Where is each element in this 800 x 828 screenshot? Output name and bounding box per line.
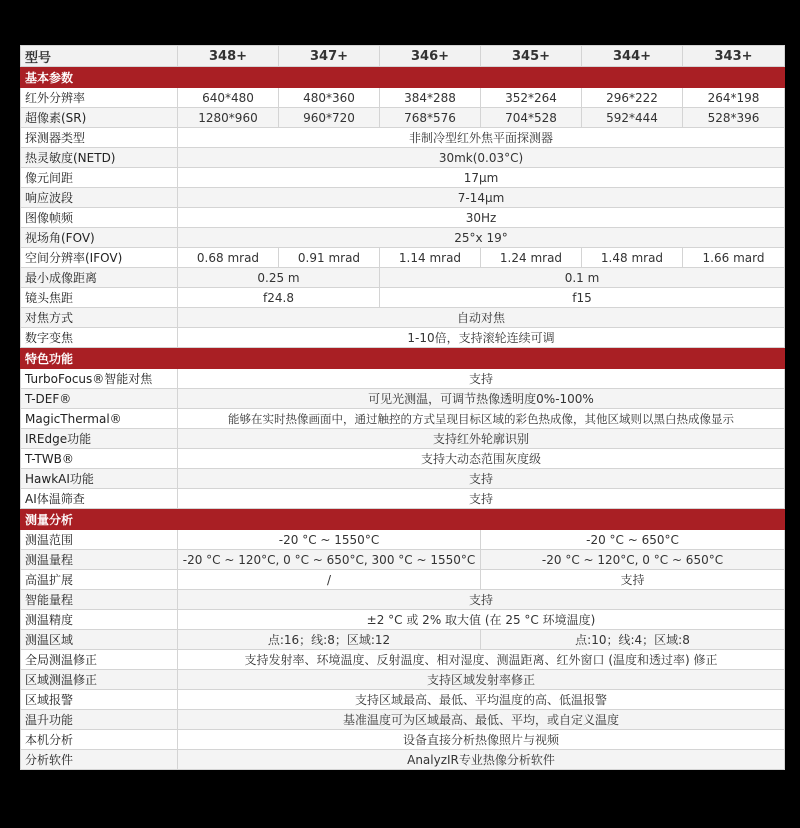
row-label: 测温量程 — [21, 550, 178, 570]
row-label: 测温区域 — [21, 630, 178, 650]
cell-value: 0.68 mrad — [178, 248, 279, 268]
section-measurement-title: 测量分析 — [21, 509, 785, 530]
row-turbofocus — [21, 369, 785, 389]
section-basic-title: 基本参数 — [21, 67, 785, 88]
cell-value: 1.48 mrad — [582, 248, 683, 268]
cell-value: 25°x 19° — [178, 228, 785, 248]
row-super-resolution — [21, 108, 785, 128]
cell-value: 支持 — [178, 369, 785, 389]
row-focus-mode — [21, 308, 785, 328]
cell-value: 0.25 m — [178, 268, 380, 288]
model-346plus: 346+ — [380, 46, 481, 67]
cell-value: 30Hz — [178, 208, 785, 228]
cell-value: 支持发射率、环境温度、反射温度、相对湿度、测温距离、红外窗口 (温度和透过率) 修正 — [178, 650, 785, 670]
row-label: 图像帧频 — [21, 208, 178, 228]
section-basic — [21, 67, 785, 88]
row-hawkai — [21, 469, 785, 489]
cell-value: 非制冷型红外焦平面探测器 — [178, 128, 785, 148]
cell-value: 0.91 mrad — [279, 248, 380, 268]
cell-value: 528*396 — [683, 108, 785, 128]
row-spectral — [21, 188, 785, 208]
model-345plus: 345+ — [481, 46, 582, 67]
cell-value: -20 °C ~ 1550°C — [178, 530, 481, 550]
row-label: IREdge功能 — [21, 429, 178, 449]
row-label: TurboFocus®智能对焦 — [21, 369, 178, 389]
row-fov — [21, 228, 785, 248]
row-regions — [21, 630, 785, 650]
cell-value: 1.24 mrad — [481, 248, 582, 268]
row-label: 区域测温修正 — [21, 670, 178, 690]
cell-value: 704*528 — [481, 108, 582, 128]
cell-value: 960*720 — [279, 108, 380, 128]
row-label: AI体温筛查 — [21, 489, 178, 509]
row-software — [21, 750, 785, 770]
cell-value: 296*222 — [582, 88, 683, 108]
row-label: 视场角(FOV) — [21, 228, 178, 248]
cell-value: 1.14 mrad — [380, 248, 481, 268]
cell-value: 1280*960 — [178, 108, 279, 128]
row-pixel-pitch — [21, 168, 785, 188]
row-label: 智能量程 — [21, 590, 178, 610]
cell-value: 点:16；线:8；区域:12 — [178, 630, 481, 650]
cell-value: 支持 — [178, 469, 785, 489]
row-label: 温升功能 — [21, 710, 178, 730]
row-label: T-DEF® — [21, 389, 178, 409]
row-netd — [21, 148, 785, 168]
row-global-correction — [21, 650, 785, 670]
row-label: 像元间距 — [21, 168, 178, 188]
cell-value: 点:10；线:4；区域:8 — [481, 630, 785, 650]
row-gears — [21, 550, 785, 570]
row-tdef — [21, 389, 785, 409]
row-smart-range — [21, 590, 785, 610]
cell-value: 7-14μm — [178, 188, 785, 208]
section-features — [21, 348, 785, 369]
cell-value: 640*480 — [178, 88, 279, 108]
row-onboard-analysis — [21, 730, 785, 750]
row-magicthermal — [21, 409, 785, 429]
model-header-label: 型号 — [21, 46, 178, 67]
row-label: 分析软件 — [21, 750, 178, 770]
row-temp-rise — [21, 710, 785, 730]
cell-value: 支持区域最高、最低、平均温度的高、低温报警 — [178, 690, 785, 710]
cell-value: -20 °C ~ 120°C, 0 °C ~ 650°C, 300 °C ~ 1550°C — [178, 550, 481, 570]
row-label: 热灵敏度(NETD) — [21, 148, 178, 168]
model-344plus: 344+ — [582, 46, 683, 67]
row-digital-zoom — [21, 328, 785, 348]
row-high-temp-ext — [21, 570, 785, 590]
row-ttwb — [21, 449, 785, 469]
cell-value: 1-10倍，支持滚轮连续可调 — [178, 328, 785, 348]
row-ai-screening — [21, 489, 785, 509]
cell-value: 设备直接分析热像照片与视频 — [178, 730, 785, 750]
cell-value: 支持 — [178, 489, 785, 509]
row-label: 测温范围 — [21, 530, 178, 550]
row-label: 对焦方式 — [21, 308, 178, 328]
model-347plus: 347+ — [279, 46, 380, 67]
cell-value: ±2 °C 或 2% 取大值 (在 25 °C 环境温度) — [178, 610, 785, 630]
row-label: 本机分析 — [21, 730, 178, 750]
cell-value: 能够在实时热像画面中，通过触控的方式呈现目标区域的彩色热成像，其他区域则以黑白热成像显示 — [178, 409, 785, 429]
cell-value: 0.1 m — [380, 268, 785, 288]
row-region-correction — [21, 670, 785, 690]
cell-value: 支持 — [178, 590, 785, 610]
cell-value: 264*198 — [683, 88, 785, 108]
row-label: 空间分辨率(IFOV) — [21, 248, 178, 268]
row-label: 最小成像距离 — [21, 268, 178, 288]
cell-value: f24.8 — [178, 288, 380, 308]
cell-value: 自动对焦 — [178, 308, 785, 328]
header-row — [21, 46, 785, 67]
cell-value: 基准温度可为区域最高、最低、平均，或自定义温度 — [178, 710, 785, 730]
cell-value: 支持大动态范围灰度级 — [178, 449, 785, 469]
section-features-title: 特色功能 — [21, 348, 785, 369]
cell-value: f15 — [380, 288, 785, 308]
cell-value: 592*444 — [582, 108, 683, 128]
row-ir-resolution — [21, 88, 785, 108]
row-label: 数字变焦 — [21, 328, 178, 348]
spec-table — [20, 45, 785, 770]
row-label: 测温精度 — [21, 610, 178, 630]
row-label: 全局测温修正 — [21, 650, 178, 670]
cell-value: AnalyzIR专业热像分析软件 — [178, 750, 785, 770]
row-label: 探测器类型 — [21, 128, 178, 148]
model-343plus: 343+ — [683, 46, 785, 67]
row-range — [21, 530, 785, 550]
cell-value: 768*576 — [380, 108, 481, 128]
cell-value: -20 °C ~ 650°C — [481, 530, 785, 550]
row-label: 镜头焦距 — [21, 288, 178, 308]
row-label: 红外分辨率 — [21, 88, 178, 108]
section-measurement — [21, 509, 785, 530]
row-label: 超像素(SR) — [21, 108, 178, 128]
row-region-alarm — [21, 690, 785, 710]
row-detector — [21, 128, 785, 148]
cell-value: 352*264 — [481, 88, 582, 108]
cell-value: 支持 — [481, 570, 785, 590]
row-label: 高温扩展 — [21, 570, 178, 590]
row-ifov — [21, 248, 785, 268]
cell-value: 支持区域发射率修正 — [178, 670, 785, 690]
row-focal-length — [21, 288, 785, 308]
row-label: 区域报警 — [21, 690, 178, 710]
cell-value: / — [178, 570, 481, 590]
cell-value: 支持红外轮廓识别 — [178, 429, 785, 449]
cell-value: 384*288 — [380, 88, 481, 108]
row-min-focus — [21, 268, 785, 288]
row-iredge — [21, 429, 785, 449]
row-accuracy — [21, 610, 785, 630]
model-348plus: 348+ — [178, 46, 279, 67]
cell-value: 30mk(0.03°C) — [178, 148, 785, 168]
row-label: T-TWB® — [21, 449, 178, 469]
cell-value: 可见光测温，可调节热像透明度0%-100% — [178, 389, 785, 409]
row-label: 响应波段 — [21, 188, 178, 208]
cell-value: 1.66 mard — [683, 248, 785, 268]
cell-value: 480*360 — [279, 88, 380, 108]
row-label: MagicThermal® — [21, 409, 178, 429]
row-label: HawkAI功能 — [21, 469, 178, 489]
cell-value: 17μm — [178, 168, 785, 188]
cell-value: -20 °C ~ 120°C, 0 °C ~ 650°C — [481, 550, 785, 570]
row-frame-rate — [21, 208, 785, 228]
